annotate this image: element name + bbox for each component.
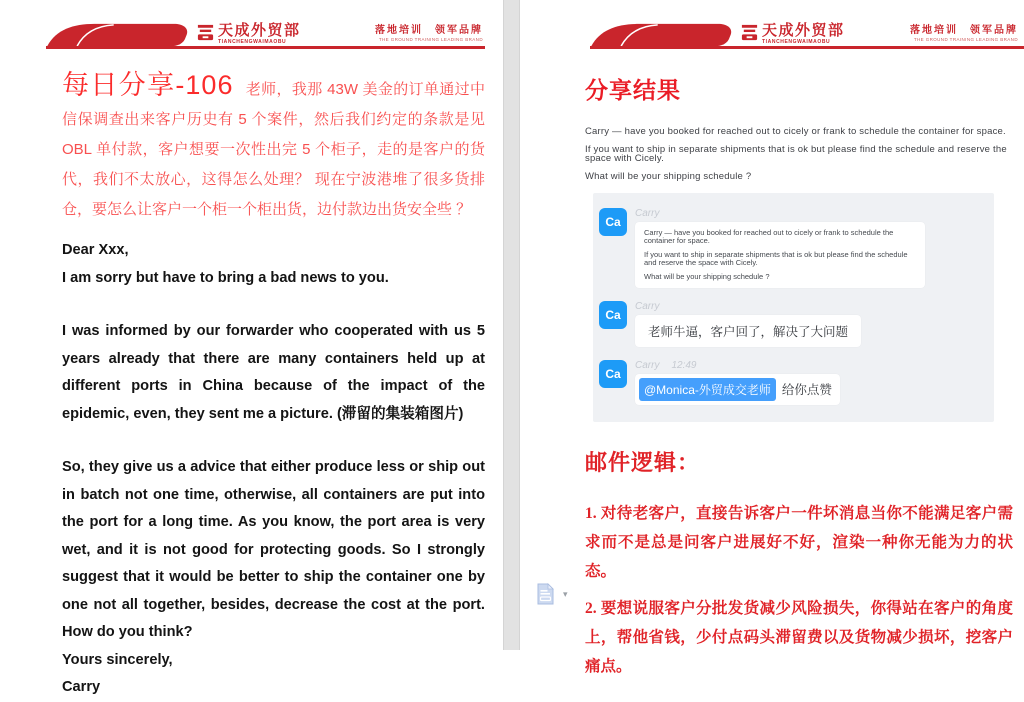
chat-bubble — [635, 222, 925, 288]
brand-logo — [196, 23, 301, 45]
brand-tagline-cn: 落地培训 领军品牌 — [910, 25, 1018, 36]
daily-share-question: 老师，我那 43W 美金的订单通过中信保调查出来客户历史有 5 个案件，然后我们约定的条款是见 OBL 单付款，客户想要一次性出完 5 个柜子，走的是客户的货代，我们不太放心，这得怎么处理？ 现在宁波港堆了很多货排仓，要怎么让客户一个柜一个柜出货，边付款边出货安全些 ？ — [62, 81, 485, 218]
quote-line: If you want to ship in separate shipments that is ok but please find the schedule and reserve the space with Cicely. — [585, 143, 1007, 164]
brand-logo — [740, 23, 845, 45]
brand-tagline-en: THE GROUND TRAINING LEADING BRAND — [913, 37, 1018, 42]
email-closing: Yours sincerely, — [62, 651, 173, 668]
chat-bubble: 老师牛逼，客户回了，解决了大问题 — [635, 315, 861, 347]
email-draft — [62, 237, 485, 702]
chat-message — [599, 301, 994, 347]
brand-header — [520, 20, 1024, 50]
chat-sender-name: Carry — [635, 208, 660, 219]
chat-bubble-line: Carry — have you booked for reached out to cicely or frank to schedule the container for space. — [644, 228, 894, 245]
avatar: Ca — [599, 301, 627, 329]
email-logic-point-1: 1. 对待老客户，直接告诉客户一件坏消息当你不能满足客户需求而不是总是问客户进展好不好，渲染一种你无能为力的状态。 — [585, 504, 1013, 580]
email-signature: Carry — [62, 679, 101, 695]
brand-tagline-en: THE GROUND TRAINING LEADING BRAND — [378, 37, 483, 42]
page-tool-widget — [536, 583, 568, 605]
chat-bubble-line: If you want to ship in separate shipments that is ok but please find the schedule and reserve the space with Cicely. — [644, 250, 908, 267]
email-opening: I am sorry but have to bring a bad news to you. — [62, 269, 389, 286]
chat-sender-name: Carry — [635, 359, 660, 371]
document-page-right — [520, 0, 1024, 675]
chat-bubble-text: 给你点赞 — [781, 383, 832, 397]
brand-logo-cn: 天成外贸部 — [218, 22, 301, 39]
page-gap — [503, 0, 520, 650]
quote-line: What will be your shipping schedule ? — [585, 170, 752, 182]
brand-logo-en: TIANCHENGWAIMAOBU — [218, 38, 287, 45]
chat-message — [599, 208, 994, 288]
brand-seal-icon — [740, 23, 759, 42]
mention-chip: @Monica-外贸成交老师 — [639, 378, 776, 401]
chat-bubble — [635, 374, 840, 405]
avatar: Ca — [599, 360, 627, 388]
brand-swoosh-shape — [590, 22, 735, 47]
header-underline — [590, 46, 1024, 49]
chat-sender-name: Carry — [635, 300, 660, 312]
brand-swoosh-shape — [46, 22, 191, 47]
customer-reply-quote — [585, 127, 1013, 181]
email-salutation: Dear Xxx, — [62, 242, 129, 258]
chat-bubble-line: What will be your shipping schedule ? — [644, 272, 770, 281]
left-page-content — [62, 70, 485, 702]
quote-line: Carry — have you booked for reached out to cicely or frank to schedule the container for space. — [585, 126, 1006, 137]
document-icon[interactable] — [536, 583, 555, 605]
brand-logo-en: TIANCHENGWAIMAOBU — [762, 38, 831, 45]
brand-tagline — [375, 26, 483, 43]
brand-seal-icon — [196, 23, 215, 42]
document-page-left — [0, 0, 503, 695]
brand-tagline-cn: 落地培训 领军品牌 — [375, 25, 483, 36]
email-logic-point-2: 2. 要想说服客户分批发货减少风险损失，你得站在客户的角度上，帮他省钱，少付点码头滞留费以及货物减少损坏，挖客户痛点。 — [585, 599, 1013, 675]
email-paragraph-1: I was informed by our forwarder who cooperated with us 5 years already that there are many containers held up at different ports in China because of the impact of the epidemic, even, they sent me a picture. (滞留的集装箱图片) — [62, 323, 485, 422]
email-logic-heading: 邮件逻辑： — [585, 449, 701, 475]
dropdown-arrow-icon[interactable]: ▾ — [563, 588, 568, 599]
daily-share-intro — [62, 70, 485, 225]
avatar: Ca — [599, 208, 627, 236]
chat-message — [599, 360, 994, 405]
brand-header — [0, 20, 503, 50]
right-page-content — [585, 72, 1013, 681]
brand-logo-cn: 天成外贸部 — [762, 22, 845, 39]
chat-timestamp: 12:49 — [671, 359, 697, 371]
brand-tagline — [910, 26, 1018, 43]
email-paragraph-2: So, they give us a advice that either produce less or ship out in batch not one time, otherwise, all containers are put into the port for a long time. As you know, the port area is very wet, and it is not good for protecting goods. So I strongly suggest that it would be better to ship the container one by one not all together, besides, decrease the cost at the port. How do you think? — [62, 459, 485, 640]
share-result-title: 分享结果 — [585, 77, 681, 103]
header-underline — [46, 46, 485, 49]
daily-share-title: 每日分享-106 — [62, 70, 234, 100]
chat-screenshot — [593, 193, 994, 422]
